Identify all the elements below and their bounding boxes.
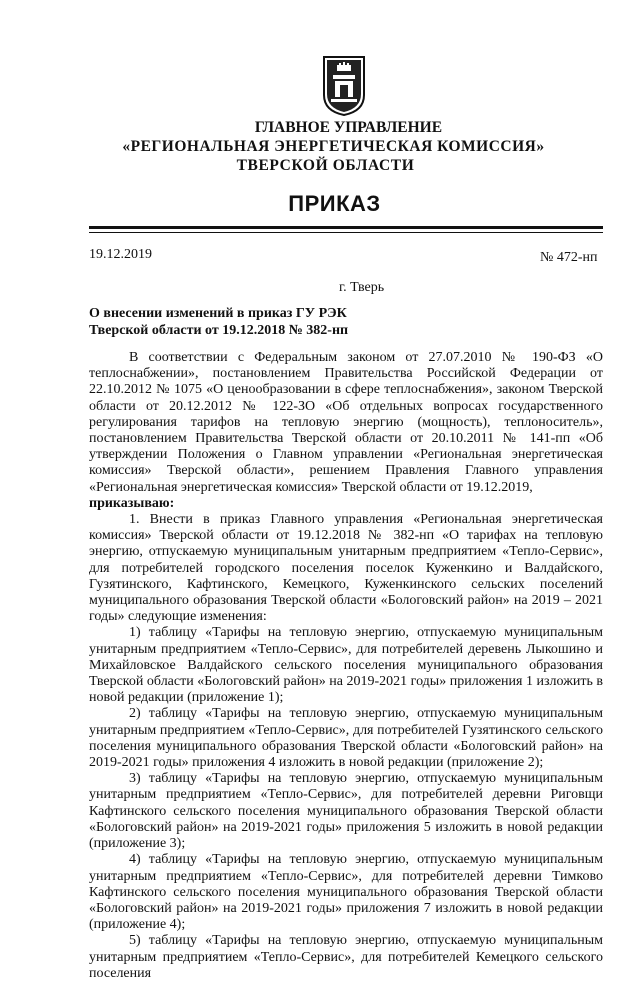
subject-line-2: Тверской области от 19.12.2018 № 382-нп — [89, 322, 349, 338]
authority-name-line-3: ТВЕРСКОЙ ОБЛАСТИ — [236, 157, 415, 174]
subitem-4-paragraph: 4) таблицу «Тарифы на тепловую энергию, отпускаемую муниципальным унитарным предприятием «Тепло-Сервис», для потребителей деревни Тимково Кафтинского сельского поселения муниципального образования Тверской области «Бологовский район» на 2019-2021 годы» приложения 7 изложить в новой редакции (приложение 4); — [89, 852, 603, 933]
subject-line-1: О внесении изменений в приказ ГУ РЭК — [89, 306, 347, 321]
coat-of-arms-icon — [321, 55, 367, 117]
order-date: 19.12.2019 — [89, 247, 152, 262]
item-1-paragraph: 1. Внести в приказ Главного управления «Региональная энергетическая комиссия» Тверской области от 19.12.2018 № 382-нп «О тарифах на тепловую энергию, отпускаемую муниципальным унитарным предприятием «Тепло-Сервис», для потребителей городского поселения поселок Куженкино и Валдайского, Гузятинского, Кафтинского, Кемецкого, Куженкинского сельских поселений муниципального образования Тверской области «Бологовский район» на 2019 – 2021 годы» следующие изменения: — [89, 512, 603, 625]
authority-name-line-2: «РЕГИОНАЛЬНАЯ ЭНЕРГЕТИЧЕСКАЯ КОМИССИЯ» — [122, 138, 545, 155]
order-body — [89, 350, 603, 982]
order-word: приказываю: — [89, 495, 175, 511]
subitem-3-paragraph: 3) таблицу «Тарифы на тепловую энергию, отпускаемую муниципальным унитарным предприятием «Тепло-Сервис», для потребителей деревни Риговщи Кафтинского сельского поселения муниципального образования Тверской области «Бологовский район» на 2019-2021 годы» приложения 5 изложить в новой редакции (приложение 3); — [89, 771, 603, 852]
order-subject — [89, 306, 348, 339]
preamble-paragraph: В соответствии с Федеральным законом от 27.07.2010 № 190-ФЗ «О теплоснабжении», постановлением Правительства Российской Федерации от 22.10.2012 № 1075 «О ценообразовании в сфере теплоснабжения», законом Тверской области от 20.12.2012 № 122-ЗО «Об отдельных вопросах государственного регулирования тарифов на тепловую энергию (мощность), теплоноситель», постановлением Правительства Тверской области от 20.10.2011 № 141-пп «Об утверждении Положения о Главном управлении «Региональная энергетическая комиссия» Тверской области», решением Правления Главного управления «Региональная энергетическая комиссия» Тверской области от 19.12.2019, — [89, 350, 603, 495]
authority-name-line-1: ГЛАВНОЕ УПРАВЛЕНИЕ — [254, 119, 443, 136]
order-number: № 472-нп — [540, 250, 598, 265]
issue-city: г. Тверь — [339, 280, 385, 295]
subitem-2-paragraph: 2) таблицу «Тарифы на тепловую энергию, отпускаемую муниципальным унитарным предприятием «Тепло-Сервис», для потребителей Гузятинского сельского поселения муниципального образования Тверской области «Бологовский район» на 2019-2021 годы» приложения 4 изложить в новой редакции (приложение 2); — [89, 706, 603, 771]
document-type: ПРИКАЗ — [288, 191, 381, 216]
subitem-5-paragraph: 5) таблицу «Тарифы на тепловую энергию, отпускаемую муниципальным унитарным предприятием «Тепло-Сервис», для потребителей Кемецкого сельского поселения — [89, 933, 603, 981]
subitem-1-paragraph: 1) таблицу «Тарифы на тепловую энергию, отпускаемую муниципальным унитарным предприятием «Тепло-Сервис», для потребителей деревень Лыкошино и Михайловское Валдайского сельского поселения муниципального образования Тверской области «Бологовский район» на 2019-2021 годы» приложения 1 изложить в новой редакции (приложение 1); — [89, 625, 603, 706]
header-divider-thick — [89, 226, 603, 229]
header-divider-thin — [89, 232, 603, 233]
